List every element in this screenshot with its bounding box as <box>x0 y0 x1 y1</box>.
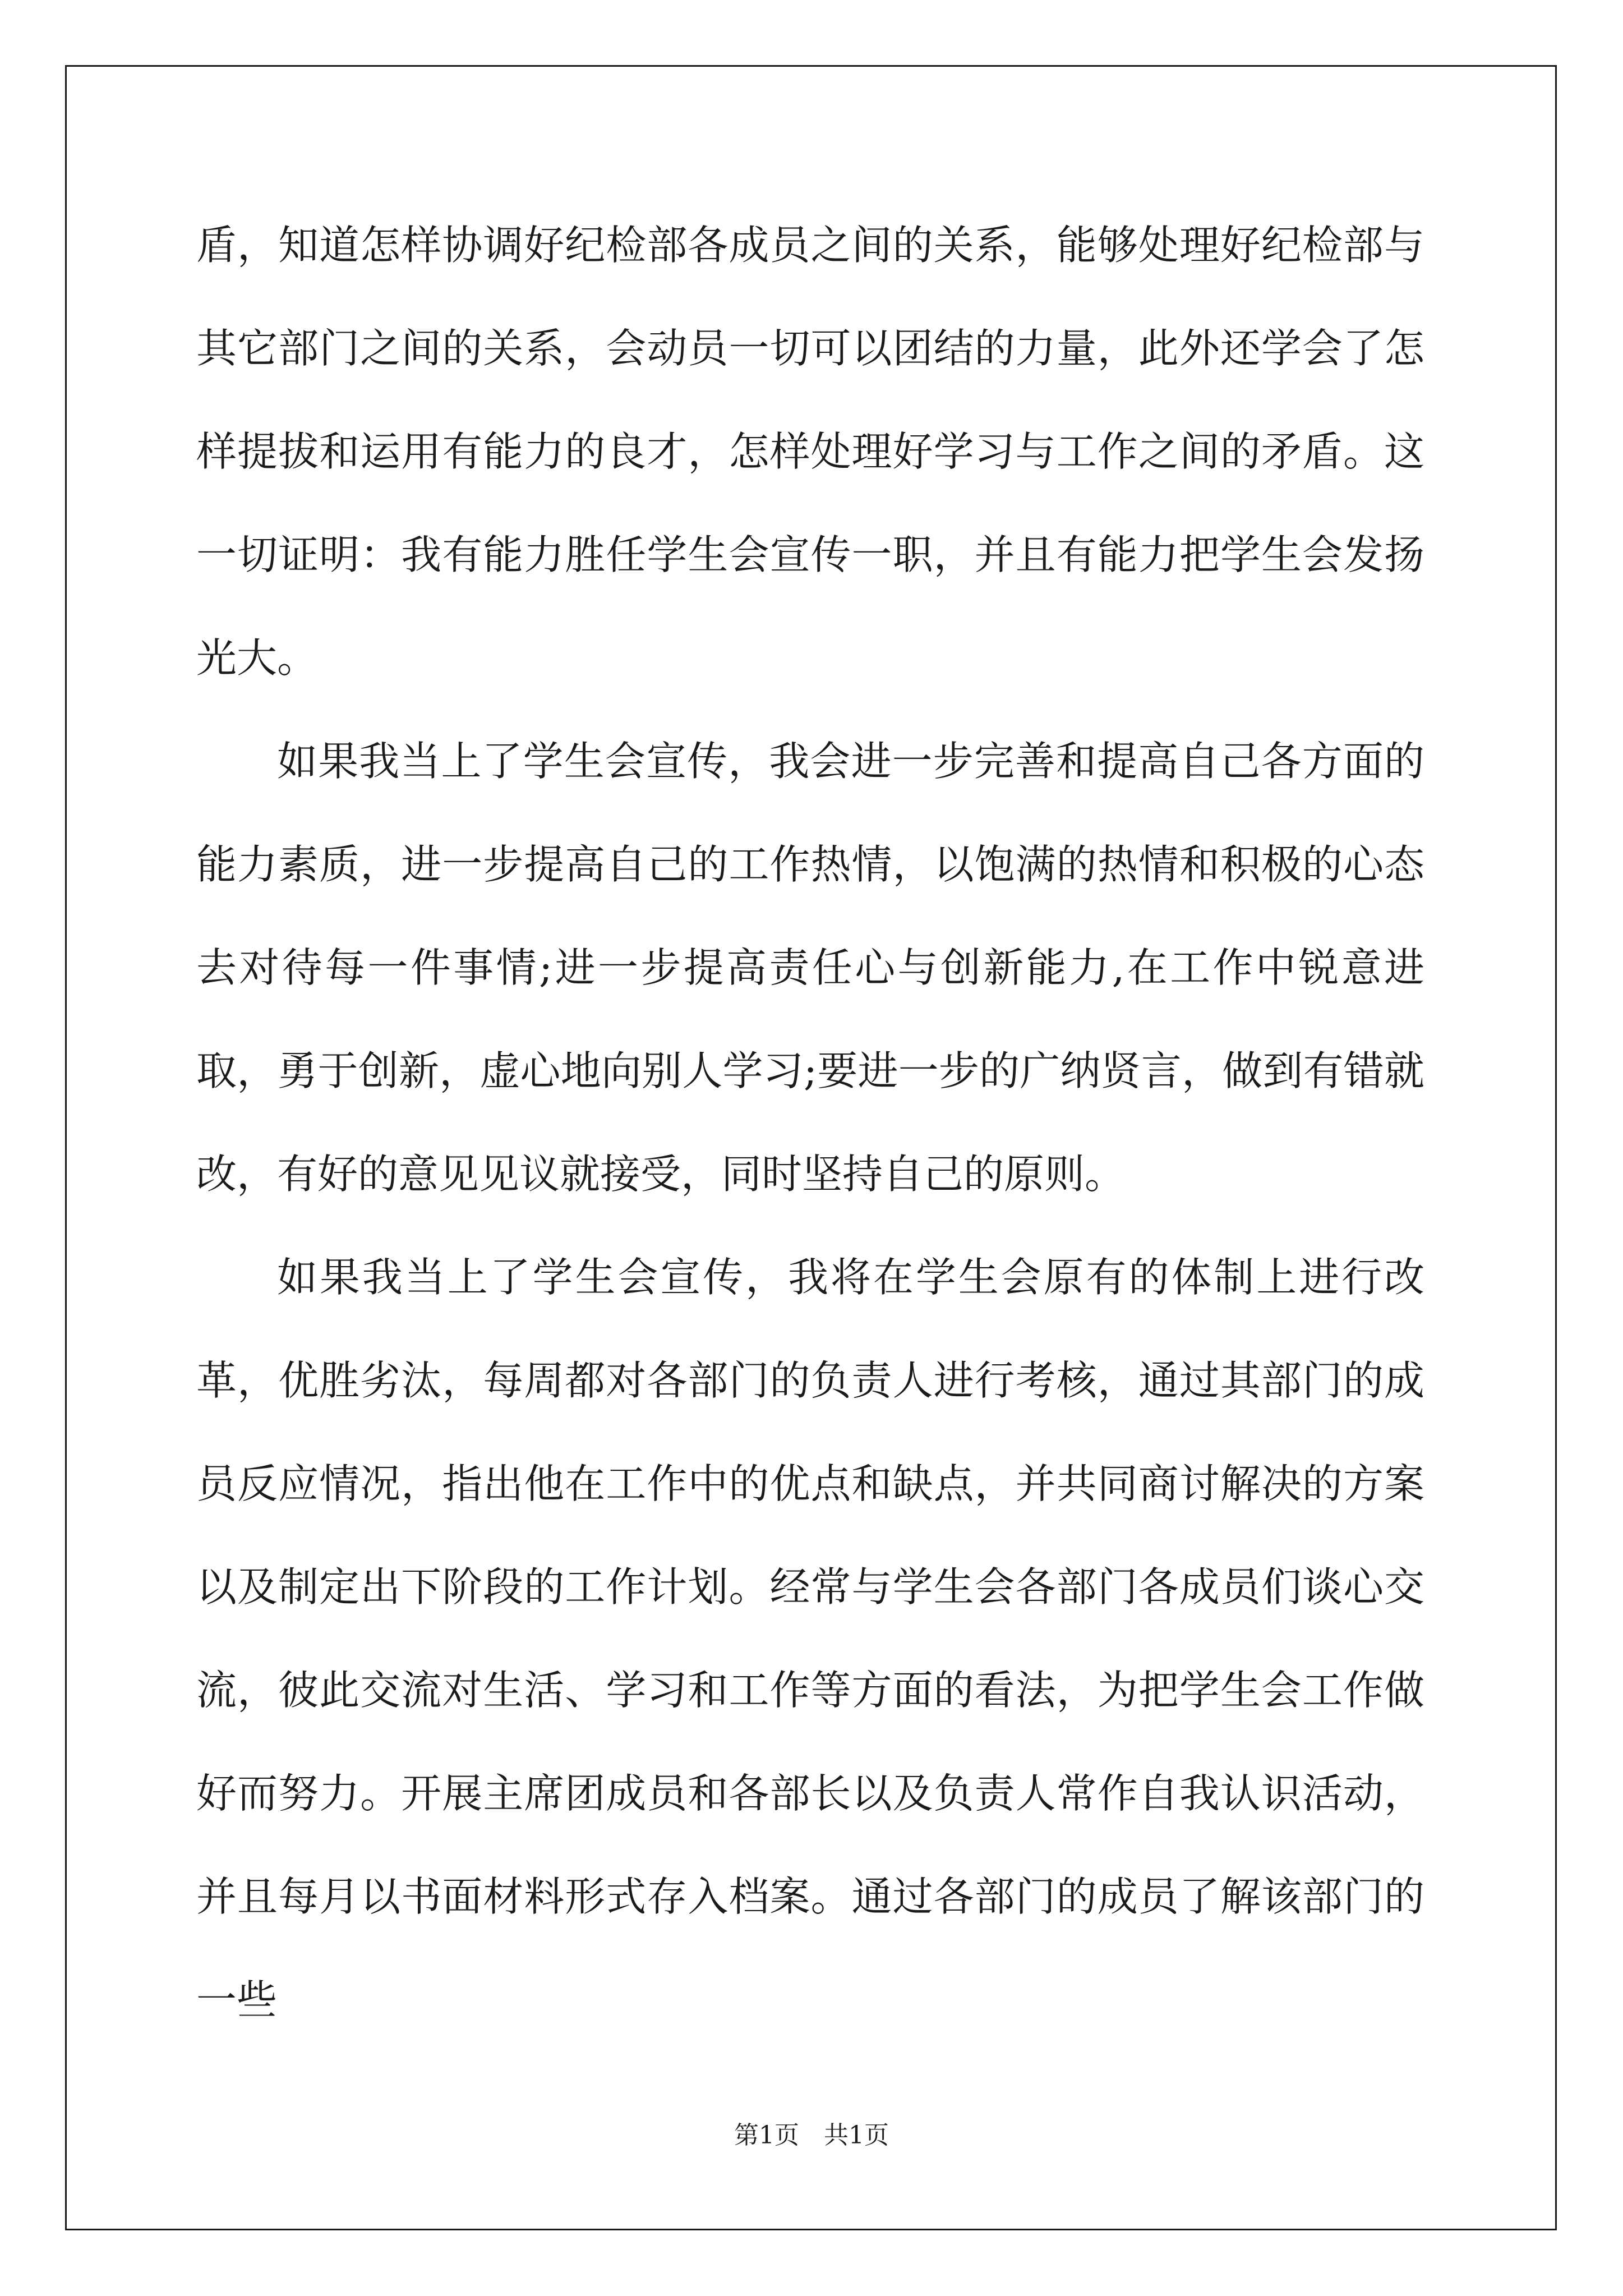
paragraph-3: 如果我当上了学生会宣传，我将在学生会原有的体制上进行改革，优胜劣汰，每周都对各部门的负责人进行考核，通过其部门的成员反应情况，指出他在工作中的优点和缺点，并共同商讨解决的方案以及制定出下阶段的工作计划。经常与学生会各部门各成员们谈心交流，彼此交流对生活、学习和工作等方面的看法，为把学生会工作做好而努力。开展主席团成员和各部长以及负责人常作自我认识活动，并且每月以书面材料形式存入档案。通过各部门的成员了解该部门的一些 <box>196 1254 1424 2023</box>
page-footer: 第1页 共1页 <box>734 2121 889 2150</box>
document-body <box>196 194 1424 2051</box>
paragraph-1: 盾，知道怎样协调好纪检部各成员之间的关系，能够处理好纪检部与其它部门之间的关系，会动员一切可以团结的力量，此外还学会了怎样提拔和运用有能力的良才，怎样处理好学习与工作之间的矛盾。这一切证明：我有能力胜任学生会宣传一职，并且有能力把学生会发扬光大。 <box>196 222 1424 682</box>
paragraph-2: 如果我当上了学生会宣传，我会进一步完善和提高自己各方面的能力素质，进一步提高自己的工作热情，以饱满的热情和积极的心态去对待每一件事情;进一步提高责任心与创新能力,在工作中锐意进取，勇于创新，虚心地向别人学习;要进一步的广纳贤言，做到有错就改，有好的意见见议就接受，同时坚持自己的原则。 <box>196 738 1424 1198</box>
